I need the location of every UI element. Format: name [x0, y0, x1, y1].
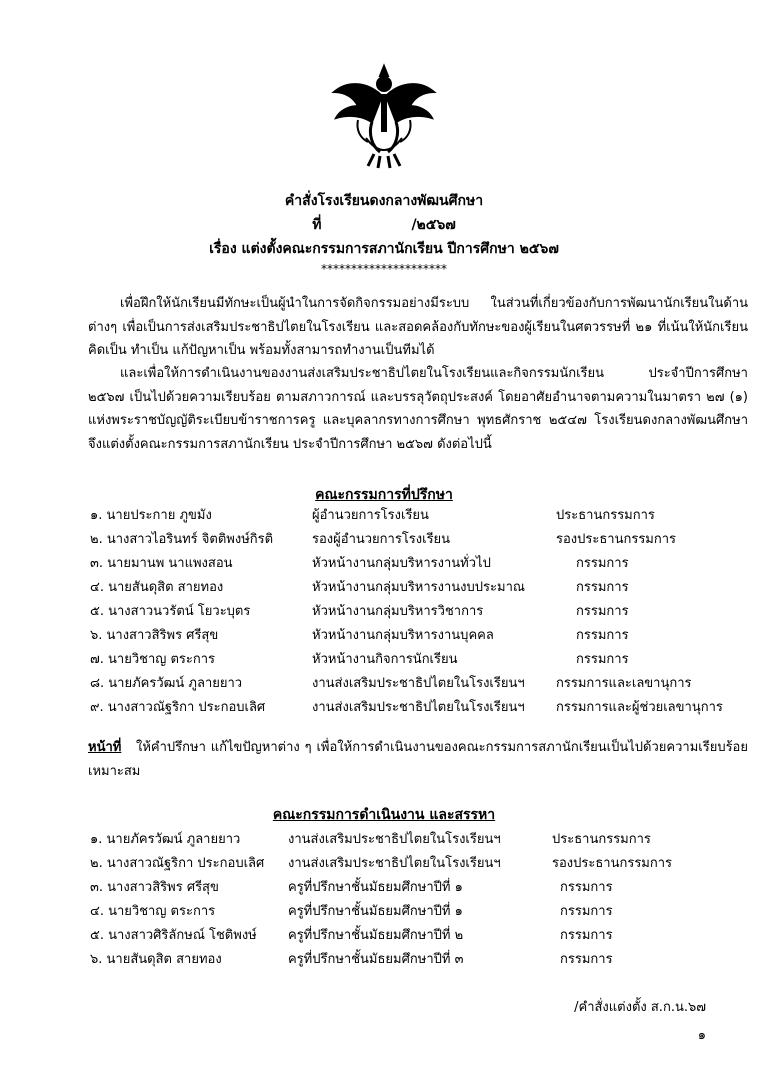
member-name: ๓. นางสาวสิริพร ศรีสุข	[90, 880, 219, 895]
member-position: งานส่งเสริมประชาธิปไตยในโรงเรียนฯ	[312, 700, 525, 715]
order-subject: เรื่อง แต่งตั้งคณะกรรมการสภานักเรียน ปีการศึกษา ๒๕๖๗	[209, 241, 559, 257]
member-position: งานส่งเสริมประชาธิปไตยในโรงเรียนฯ	[312, 676, 525, 691]
member-name: ๖. นางสาวสิริพร ศรีสุข	[90, 628, 219, 643]
member-name: ๓. นายมานพ นาแพงสอน	[90, 556, 233, 571]
separator: *********************	[321, 262, 447, 276]
garuda-emblem-icon	[328, 62, 440, 170]
member-role: กรรมการ	[560, 952, 613, 967]
member-name: ๖. นายสันดุสิต สายทอง	[90, 952, 222, 967]
member-position: หัวหน้างานกลุ่มบริหารงานงบประมาณ	[312, 580, 525, 595]
member-position: หัวหน้างานกลุ่มบริหารงานบุคคล	[312, 628, 494, 643]
member-name: ๒. นางสาวไอรินทร์ จิตติพงษ์กิรติ	[90, 532, 274, 547]
member-position: ครูที่ปรึกษาชั้นมัธยมศึกษาปีที่ ๑	[288, 880, 463, 895]
member-role: กรรมการและเลขานุการ	[556, 676, 692, 691]
member-name: ๗. นายวิชาญ ตระการ	[90, 652, 216, 667]
member-role: ประธานกรรมการ	[552, 832, 651, 847]
continuation-note: /คำสั่งแต่งตั้ง ส.ก.น.๖๗	[574, 1000, 706, 1015]
member-position: ครูที่ปรึกษาชั้นมัธยมศึกษาปีที่ ๑	[288, 904, 463, 919]
member-name: ๒. นางสาวณัฐริกา ประกอบเลิศ	[90, 856, 265, 871]
member-position: รองผู้อำนวยการโรงเรียน	[312, 532, 451, 547]
paragraph-2	[88, 362, 748, 456]
advisors-duty	[88, 736, 748, 784]
duty-label: หน้าที่	[88, 740, 122, 755]
operations-title: คณะกรรมการดำเนินงาน และสรรหา	[272, 807, 496, 823]
order-number-line	[0, 214, 768, 236]
member-name: ๔. นายสันดุสิต สายทอง	[90, 580, 224, 595]
member-name: ๕. นางสาวนวรัตน์ โยวะบุตร	[90, 604, 251, 619]
order-number-label: ที่	[312, 217, 322, 233]
member-role: ประธานกรรมการ	[556, 508, 655, 523]
member-name: ๑. นายประกาย ภูขมัง	[90, 508, 212, 523]
duty-text: ให้คำปรึกษา แก้ไขปัญหาต่าง ๆ เพื่อให้การดำเนินงานของคณะกรรมการสภานักเรียนเป็นไปด้วยความเรียบร้อยเหมาะสม	[88, 740, 748, 779]
paragraph-1	[88, 292, 748, 363]
member-role: กรรมการ	[560, 904, 613, 919]
order-number-value: /๒๕๖๗	[411, 217, 456, 233]
member-role: กรรมการ	[576, 628, 629, 643]
paragraph-2-text: และเพื่อให้การดำเนินงานของงานส่งเสริมประชาธิปไตยในโรงเรียนและกิจกรรมนักเรียน ประจำปีการศึกษา ๒๕๖๗ เป็นไปด้วยความเรียบร้อย ตามสภาวการณ์ และบรรลุวัตถุประสงค์ โดยอาศัยอำนาจตามความในมาตรา ๒๗ (๑) แห่งพระราชบัญญัติระเบียบข้าราชการครู และบุคลากรทางการศึกษา พุทธศักราช ๒๕๔๗ โรงเรียนดงกลางพัฒนศึกษา จึงแต่งตั้งคณะกรรมการสภานักเรียน ประจำปีการศึกษา ๒๕๖๗ ดังต่อไปนี้	[88, 366, 748, 452]
member-name: ๕. นางสาวศิริลักษณ์ โชติพงษ์	[90, 928, 257, 943]
member-name: ๘. นายภัครวัฒน์ ภูลายยาว	[90, 676, 243, 691]
member-role: กรรมการ	[560, 880, 613, 895]
member-role: กรรมการ	[560, 928, 613, 943]
member-position: หัวหน้างานกลุ่มบริหารวิชาการ	[312, 604, 484, 619]
page-number: ๑	[697, 1028, 706, 1043]
member-name: ๔. นายวิชาญ ตระการ	[90, 904, 216, 919]
member-role: กรรมการ	[576, 652, 629, 667]
member-position: หัวหน้างานกิจการนักเรียน	[312, 652, 458, 667]
paragraph-1-text: เพื่อฝึกให้นักเรียนมีทักษะเป็นผู้นำในการจัดกิจกรรมอย่างมีระบบ ในส่วนที่เกี่ยวข้องกับการพัฒนานักเรียนในด้านต่างๆ เพื่อเป็นการส่งเสริมประชาธิปไตยในโรงเรียน และสอดคล้องกับทักษะของผู้เรียนในศตวรรษที่ ๒๑ ที่เน้นให้นักเรียนคิดเป็น ทำเป็น แก้ปัญหาเป็น พร้อมทั้งสามารถทำงานเป็นทีมได้	[88, 296, 748, 358]
member-position: งานส่งเสริมประชาธิปไตยในโรงเรียนฯ	[288, 856, 501, 871]
member-position: งานส่งเสริมประชาธิปไตยในโรงเรียนฯ	[288, 832, 501, 847]
member-role: กรรมการ	[576, 604, 629, 619]
member-name: ๑. นายภัครวัฒน์ ภูลายยาว	[90, 832, 241, 847]
member-position: ผู้อำนวยการโรงเรียน	[312, 508, 429, 523]
member-position: ครูที่ปรึกษาชั้นมัธยมศึกษาปีที่ ๓	[288, 952, 464, 967]
member-role: กรรมการ	[576, 580, 629, 595]
advisors-title: คณะกรรมการที่ปรึกษา	[315, 487, 453, 503]
order-title: คำสั่งโรงเรียนดงกลางพัฒนศึกษา	[284, 193, 484, 209]
member-role: รองประธานกรรมการ	[556, 532, 677, 547]
member-position: หัวหน้างานกลุ่มบริหารงานทั่วไป	[312, 556, 491, 571]
member-role: กรรมการ	[576, 556, 629, 571]
member-role: กรรมการและผู้ช่วยเลขานุการ	[556, 700, 723, 715]
member-position: ครูที่ปรึกษาชั้นมัธยมศึกษาปีที่ ๒	[288, 928, 464, 943]
member-role: รองประธานกรรมการ	[552, 856, 673, 871]
member-name: ๙. นางสาวณัฐริกา ประกอบเลิศ	[90, 700, 266, 715]
